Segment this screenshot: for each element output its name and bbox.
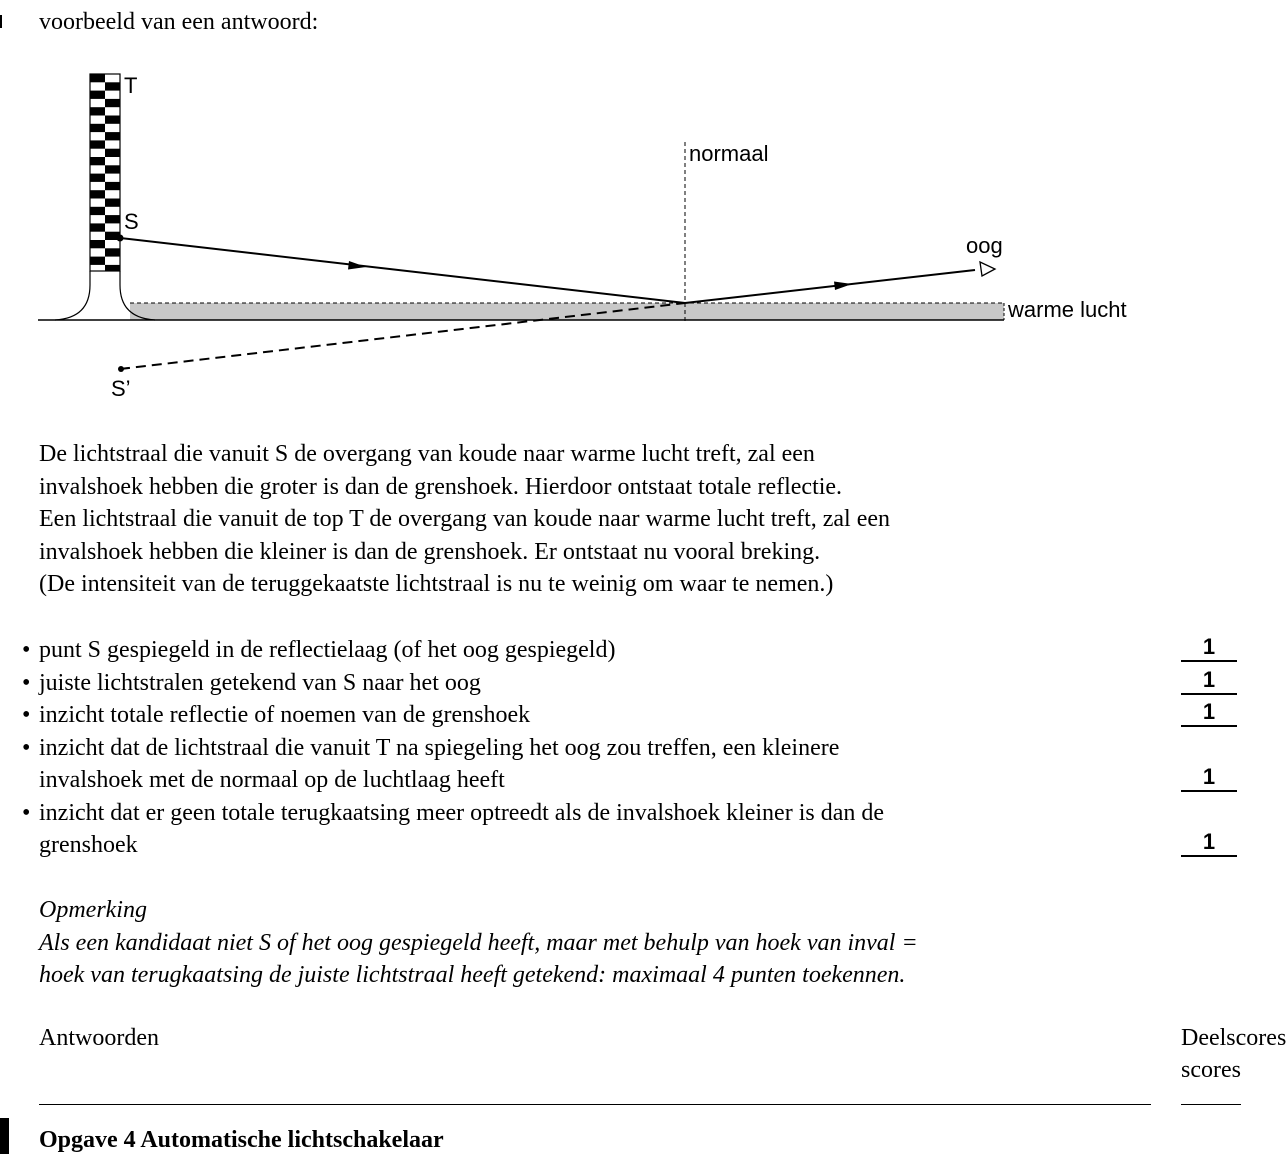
criterion-text: inzicht totale reflectie of noemen van de grenshoek [39,702,531,728]
remark-title: Opmerking [39,897,147,923]
explanation-line: (De intensiteit van de teruggekaatste lichtstraal is nu te weinig om waar te nemen.) [39,571,834,597]
label-eye: oog [966,233,1003,258]
partial-score-label [1181,1022,1286,1086]
bullet: • [22,669,31,696]
partial-score-line: Deelscores [1181,1025,1286,1051]
criterion-item [0,797,1236,862]
criterion-score: 1 [1181,667,1237,695]
scoring-criteria [0,634,1236,862]
explanation-text [39,438,1159,601]
answer-heading: voorbeeld van een antwoord: [39,9,319,35]
criterion-score: 1 [1181,634,1237,662]
bullet: • [22,734,31,761]
explanation-line: De lichtstraal die vanuit S de overgang van koude naar warme lucht treft, zal een [39,441,815,467]
remark [39,894,1159,992]
explanation-line: Een lichtstraal die vanuit de top T de overgang van koude naar warme lucht treft, zal een [39,506,891,532]
next-question-title: Opgave 4 Automatische lichtschakelaar [39,1127,444,1153]
criterion-text: inzicht dat de lichtstraal die vanuit T na spiegeling het oog zou treffen, een kleinere [39,734,840,761]
partial-score-line: scores [1181,1057,1241,1083]
reflected-ray-arrow [834,282,852,291]
bullet: • [22,799,31,826]
label-source-s: S [124,209,139,234]
question-marker [0,1118,9,1154]
remark-line: hoek van terugkaatsing de juiste lichtstraal heeft getekend: maximaal 4 punten toekennen. [39,962,906,988]
criterion-score: 1 [1181,764,1237,792]
criterion-text: punt S gespiegeld in de reflectielaag (of het oog gespiegeld) [39,637,616,663]
point-s [117,235,124,242]
criterion-text: invalshoek met de normaal op de luchtlaag heeft [39,767,505,793]
label-mirror-s: S’ [111,376,131,401]
criterion-item [0,667,1236,700]
criterion-score: 1 [1181,699,1237,727]
reflected-ray [685,270,975,303]
eye-icon [980,262,995,276]
criterion-item [0,699,1236,732]
criterion-item [0,732,1236,797]
checkbox-marker [0,15,2,28]
explanation-line: invalshoek hebben die kleiner is dan de grenshoek. Er ontstaat nu vooral breking. [39,538,821,565]
point-s-mirror [118,366,124,372]
bullet: • [22,702,31,728]
incident-ray [120,238,685,303]
label-top-t: T [124,73,138,98]
tower-checkerboard [90,74,120,271]
label-warm-air: warme lucht [1008,297,1127,322]
criterion-text: inzicht dat er geen totale terugkaatsing meer optreedt als de invalshoek kleiner is dan de [39,799,885,826]
section-divider [39,1104,1151,1105]
score-column-divider [1181,1104,1241,1105]
remark-line: Als een kandidaat niet S of het oog gespiegeld heeft, maar met behulp van hoek van inval = [39,929,918,956]
criterion-text: juiste lichtstralen getekend van S naar het oog [39,669,481,696]
criterion-text: grenshoek [39,832,138,858]
criterion-score: 1 [1181,829,1237,857]
answers-column-label: Antwoorden [39,1025,159,1051]
explanation-line: invalshoek hebben die groter is dan de grenshoek. Hierdoor ontstaat totale reflectie. [39,473,843,500]
bullet: • [22,637,31,663]
mirage-figure [0,60,1236,420]
label-normal: normaal [689,141,769,166]
criterion-item [0,634,1236,667]
